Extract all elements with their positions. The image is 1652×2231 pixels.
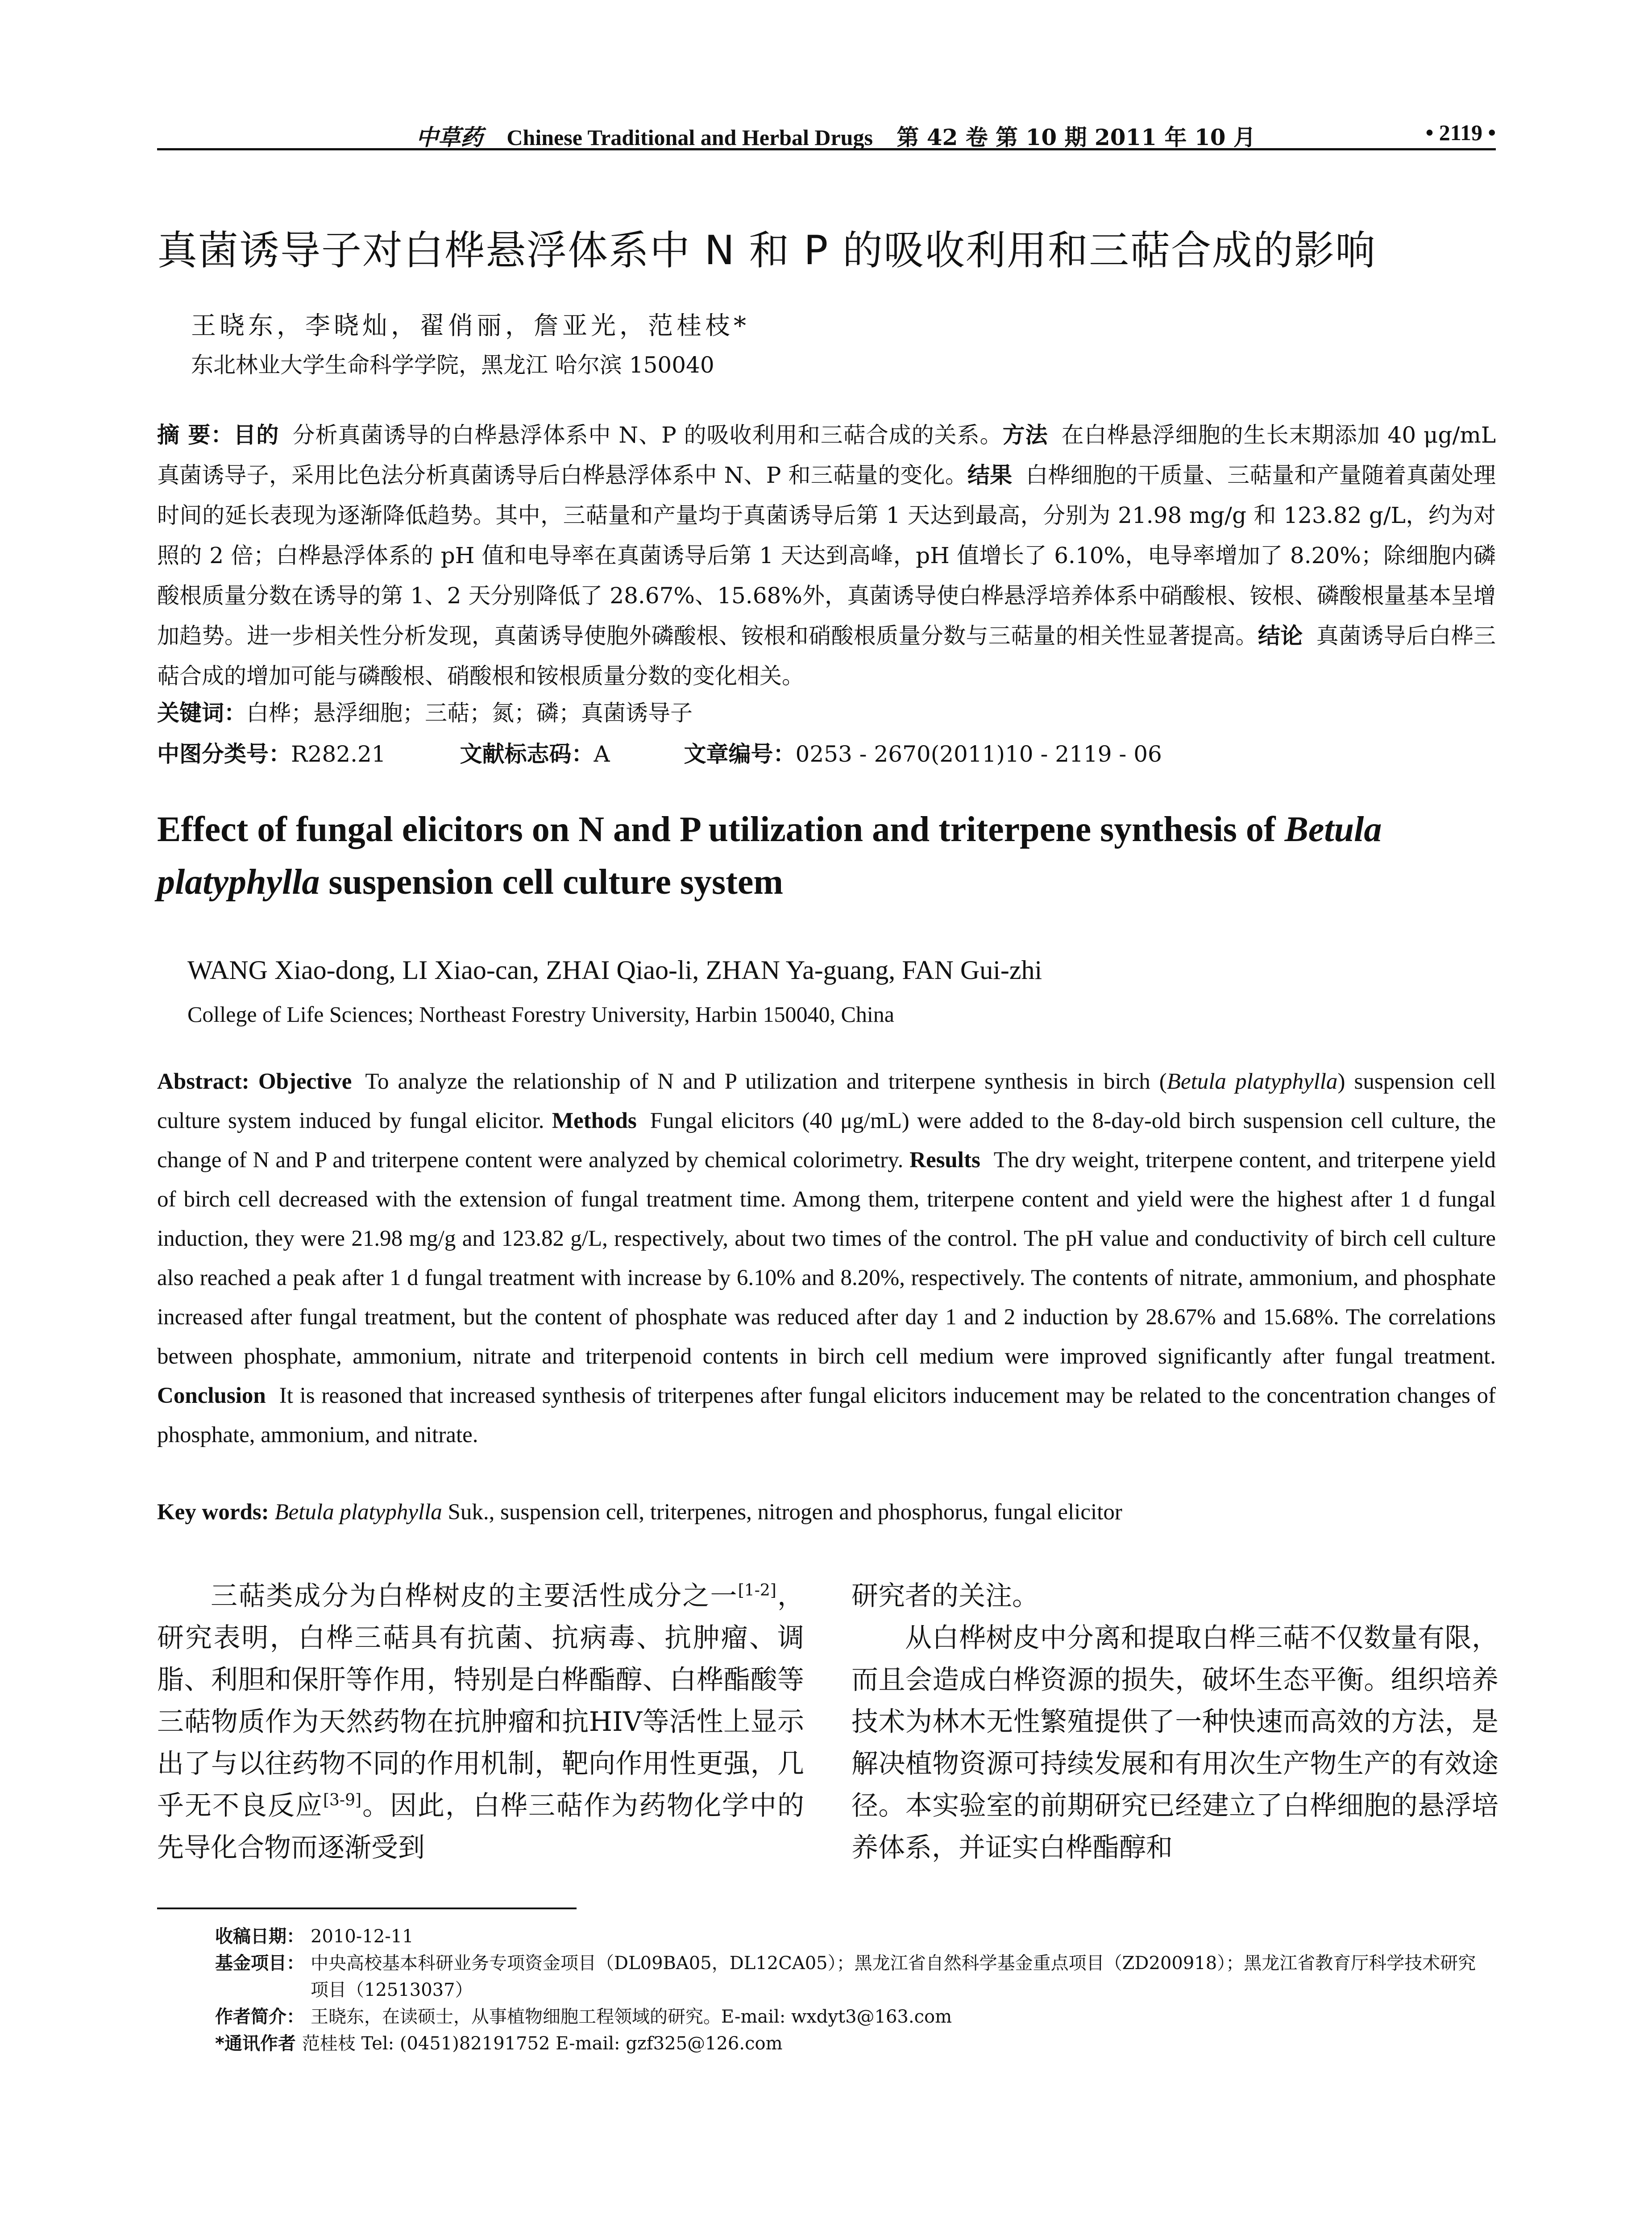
body-paragraph: 从白桦树皮中分离和提取白桦三萜不仅数量有限，而且会造成白桦资源的损失，破坏生态平衡。组织培养技术为林木无性繁殖提供了一种快速而高效的方法，是解决植物资源可持续发展和有用次生产物生产的有效途径。本实验室的前期研究已经建立了白桦细胞的悬浮培养体系，并证实白桦酯醇和: [851, 1622, 1498, 1863]
methods-label-cn: 方法: [1002, 422, 1048, 448]
results-label-cn: 结果: [967, 462, 1013, 488]
document-code-label: 文献标志码：: [460, 741, 594, 767]
body-column-left: [157, 1575, 804, 1869]
authors-cn: 王晓东，李晓灿，翟俏丽，詹亚光，范桂枝*: [191, 311, 750, 340]
clc-label: 中图分类号：: [157, 741, 291, 767]
header-center: [416, 120, 1256, 152]
footnote-label: *通讯作者: [215, 2033, 296, 2054]
footnote-label: 基金项目：: [215, 1953, 304, 1974]
body-paragraph: [157, 1575, 804, 1869]
body-text: ，研究表明，白桦三萜具有抗菌、抗病毒、抗肿瘤、调脂、利胆和保肝等作用，特别是白桦酯醇、白桦酯酸等三萜物质作为天然药物在抗肿瘤和抗HIV等活性上显示出了与以往药物不同的作用机制，靶向作用性更强，几乎无不良反应: [157, 1580, 805, 1821]
document-code: [460, 741, 610, 767]
body-text: 三萜类成分为白桦树皮的主要活性成分之一: [211, 1580, 738, 1612]
journal-name-en: Chinese Traditional and Herbal Drugs: [506, 125, 873, 150]
citation-ref[interactable]: [3-9]: [323, 1791, 362, 1809]
title-en-main: Effect of fungal elicitors on N and P utilization and triterpene synthesis of: [157, 810, 1285, 849]
citation-ref[interactable]: [1-2]: [738, 1581, 776, 1600]
objective-species-en: Betula platyphylla: [1166, 1069, 1338, 1094]
article-title-cn: 真菌诱导子对白桦悬浮体系中 N 和 P 的吸收利用和三萜合成的影响: [157, 227, 1377, 274]
footnote-author-bio: [215, 2003, 1491, 2030]
classification-line: [157, 736, 1496, 768]
abstract-label-en: Abstract:: [157, 1069, 249, 1094]
abstract-label-cn: 摘 要：: [157, 422, 234, 448]
keywords-text-en: Suk., suspension cell, triterpenes, nitrogen and phosphorus, fungal elicitor: [442, 1500, 1122, 1525]
title-en-rest: suspension cell culture system: [320, 863, 783, 902]
abstract-en: [157, 1062, 1496, 1455]
keywords-cn: [157, 695, 693, 727]
journal-name-cn: 中草药: [416, 124, 483, 150]
methods-text-en: Fungal elicitors (40 μg/mL) were added to the 8-day-old birch suspension cell culture, the change of N and P and triterpene content were analyzed by chemical colorimetry.: [157, 1108, 1496, 1173]
footnote-text: 2010-12-11: [311, 1926, 414, 1947]
results-text-en: The dry weight, triterpene content, and triterpene yield of birch cell decreased with the extension of fungal treatment time. Among them, triterpene content and yield were the highest after 1 d fungal induction, they were 21.98 mg/g and 123.82 g/L, respectively, about two times of the control. The pH value and conductivity of birch cell culture also reached a peak after 1 d fungal treatment with increase by 6.10% and 8.20%, respectively. The contents of nitrate, ammonium, and phosphate increased after fungal treatment, but the content of phosphate was reduced after day 1 and 2 induction by 28.67% and 15.68%. The correlations between phosphate, ammonium, nitrate and triterpenoid contents in birch cell medium were improved significantly after fungal treatment.: [157, 1148, 1496, 1369]
running-header: [157, 117, 1496, 150]
footnote-label: 收稿日期：: [215, 1926, 304, 1947]
affiliation-en: College of Life Sciences; Northeast Forestry University, Harbin 150040, China: [187, 1002, 894, 1027]
affiliation-cn: 东北林业大学生命科学学院，黑龙江 哈尔滨 150040: [191, 352, 714, 378]
objective-text-cn: 分析真菌诱导的白桦悬浮体系中 N、P 的吸收利用和三萜合成的关系。: [292, 422, 1003, 448]
methods-text-cn: 在白桦悬浮细胞的生长末期添加 40 μg/mL 真菌诱导子，采用比色法分析真菌诱导后白桦悬浮体系中 N、P 和三萜量的变化。: [157, 422, 1496, 488]
conclusion-text-cn: 真菌诱导后白桦三萜合成的增加可能与磷酸根、硝酸根和铵根质量分数的变化相关。: [157, 623, 1496, 689]
footnote-received: [215, 1923, 1491, 1950]
clc-value: R282.21: [291, 741, 386, 767]
conclusion-label-cn: 结论: [1258, 623, 1303, 649]
results-label-en: Results: [909, 1148, 980, 1173]
keywords-label-cn: 关键词：: [157, 700, 246, 726]
footnote-label: 作者简介：: [215, 2007, 304, 2027]
body-paragraph: 研究者的关注。: [851, 1580, 1039, 1612]
objective-label-cn: 目的: [233, 422, 279, 448]
body-text: 。因此，白桦三萜作为药物化学中的先导化合物而逐渐受到: [157, 1790, 805, 1863]
keywords-species-en: Betula platyphylla: [274, 1500, 442, 1525]
body-column-right: [851, 1575, 1498, 1869]
authors-en: WANG Xiao-dong, LI Xiao-can, ZHAI Qiao-li, ZHAN Ya-guang, FAN Gui-zhi: [187, 955, 1042, 985]
footnote-text: 范桂枝 Tel: (0451)82191752 E-mail: gzf325@126.com: [302, 2033, 783, 2054]
conclusion-label-en: Conclusion: [157, 1383, 266, 1408]
article-title-en: [157, 803, 1496, 908]
article-id-value: 0253 - 2670(2011)10 - 2119 - 06: [795, 741, 1162, 767]
clc-number: [157, 741, 386, 767]
article-id-label: 文章编号：: [684, 741, 796, 767]
footnote-text: 中央高校基本科研业务专项资金项目（DL09BA05，DL12CA05）；黑龙江省自然科学基金重点项目（ZD200918）；黑龙江省教育厅科学技术研究项目（12513037）: [311, 1953, 1476, 2000]
footnote-funding: [215, 1950, 1491, 2003]
article-id: [684, 741, 1162, 767]
footnote-corresponding: [215, 2030, 1491, 2057]
keywords-text-cn: 白桦；悬浮细胞；三萜；氮；磷；真菌诱导子: [246, 700, 693, 726]
abstract-cn: [157, 415, 1496, 696]
objective-label-en: Objective: [258, 1069, 352, 1094]
results-text-cn: 白桦细胞的干质量、三萜量和产量随着真菌处理时间的延长表现为逐渐降低趋势。其中，三萜量和产量均于真菌诱导后第 1 天达到最高，分别为 21.98 mg/g 和 123.82 g/L，约为对照的 2 倍；白桦悬浮体系的 pH 值和电导率在真菌诱导后第 1 天达到高峰，pH 值增长了 6.10%，电导率增加了 8.20%；除细胞内磷酸根质量分数在诱导的第 1、2 天分别降低了 28.67%、15.68%外，真菌诱导使白桦悬浮培养体系中硝酸根、铵根、磷酸根量基本呈增加趋势。进一步相关性分析发现，真菌诱导使胞外磷酸根、铵根和硝酸根质量分数与三萜量的相关性显著提高。: [157, 462, 1496, 649]
footnote-divider: [157, 1908, 577, 1909]
keywords-label-en: Key words:: [157, 1500, 269, 1525]
footnotes: [215, 1923, 1491, 2057]
title-en-species: Betula platyphylla: [157, 810, 1382, 902]
issue-info: 第 42 卷 第 10 期 2011 年 10 月: [897, 124, 1256, 150]
document-code-value: A: [594, 741, 610, 767]
objective-text-en-a: To analyze the relationship of N and P utilization and triterpene synthesis in birch (: [365, 1069, 1167, 1094]
footnote-text: 王晓东，在读硕士，从事植物细胞工程领域的研究。E-mail: wxdyt3@163.com: [311, 2007, 952, 2027]
keywords-en: [157, 1499, 1122, 1525]
objective-text-en-b: ) suspension cell culture system induced by fungal elicitor.: [157, 1069, 1496, 1133]
page-number: • 2119 •: [1425, 120, 1496, 145]
conclusion-text-en: It is reasoned that increased synthesis of triterpenes after fungal elicitors inducement may be related to the concentration changes of phosphate, ammonium, and nitrate.: [157, 1383, 1496, 1447]
methods-label-en: Methods: [552, 1108, 637, 1133]
